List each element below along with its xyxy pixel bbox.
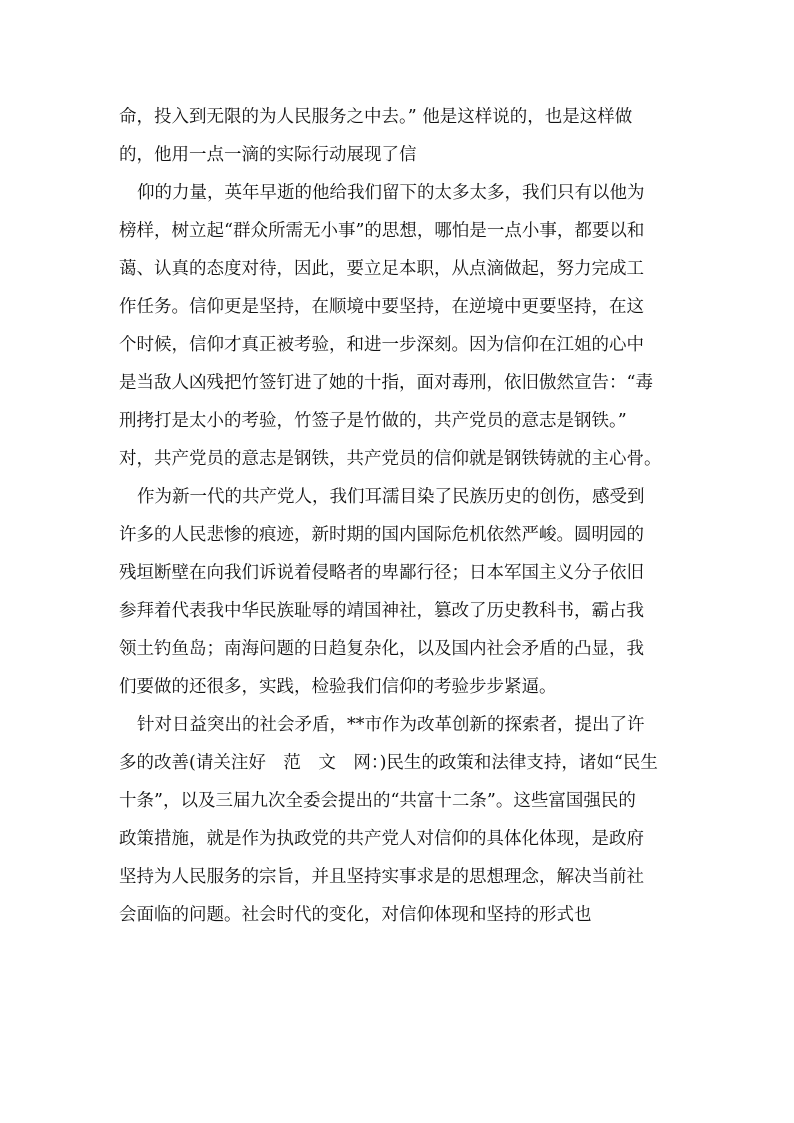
text-line: 政策措施，就是作为执政党的共产党人对信仰的具体化体现，是政府 — [119, 829, 644, 849]
text-line: 榜样，树立起“群众所需无小事”的思想，哪怕是一点小事，都要以和 — [119, 221, 645, 241]
text-line: 作任务。信仰更是坚持，在顺境中要坚持，在逆境中更要坚持，在这 — [119, 297, 644, 317]
text-line: 十条”，以及三届九次全委会提出的“共富十二条”。这些富国强民的 — [119, 791, 636, 811]
text-line: 坚持为人民服务的宗旨，并且坚持实事求是的思想理念，解决当前社 — [119, 867, 644, 887]
text-line: 刑拷打是太小的考验，竹签子是竹做的，共产党员的意志是钢铁。” — [119, 411, 627, 431]
text-line: 个时候，信仰才真正被考验，和进一步深刻。因为信仰在江姐的心中 — [119, 335, 644, 355]
text-line: 多的改善(请关注好 范 文 网：)民生的政策和法律支持，诸如“民生 — [119, 753, 658, 773]
text-line: 们要做的还很多，实践，检验我们信仰的考验步步紧逼。 — [119, 677, 557, 697]
text-line: 是当敌人凶残把竹签钉进了她的十指，面对毒刑，依旧傲然宣告：“毒 — [119, 373, 653, 393]
text-line: 参拜着代表我中华民族耻辱的靖国神社，篡改了历史教科书，霸占我 — [119, 601, 644, 621]
text-line: 作为新一代的共产党人，我们耳濡目染了民族历史的创伤，感受到 — [137, 487, 645, 507]
text-line: 针对日益突出的社会矛盾，**市作为改革创新的探索者，提出了许 — [137, 715, 645, 735]
text-line: 命，投入到无限的为人民服务之中去。” 他是这样说的，也是这样做 — [119, 107, 633, 127]
text-line: 对，共产党员的意志是钢铁，共产党员的信仰就是钢铁铸就的主心骨。 — [119, 449, 662, 469]
text-line: 会面临的问题。社会时代的变化，对信仰体现和坚持的形式也 — [119, 905, 592, 925]
text-line: 许多的人民悲惨的痕迹，新时期的国内国际危机依然严峻。圆明园的 — [119, 525, 644, 545]
text-line: 领土钓鱼岛；南海问题的日趋复杂化，以及国内社会矛盾的凸显，我 — [119, 639, 644, 659]
text-line: 的，他用一点一滴的实际行动展现了信 — [119, 145, 417, 165]
text-line: 蔼、认真的态度对待，因此，要立足本职，从点滴做起，努力完成工 — [119, 259, 644, 279]
text-line: 仰的力量，英年早逝的他给我们留下的太多太多，我们只有以他为 — [137, 183, 645, 203]
body-text — [119, 98, 689, 934]
text-line: 残垣断壁在向我们诉说着侵略者的卑鄙行径；日本军国主义分子依旧 — [119, 563, 644, 583]
